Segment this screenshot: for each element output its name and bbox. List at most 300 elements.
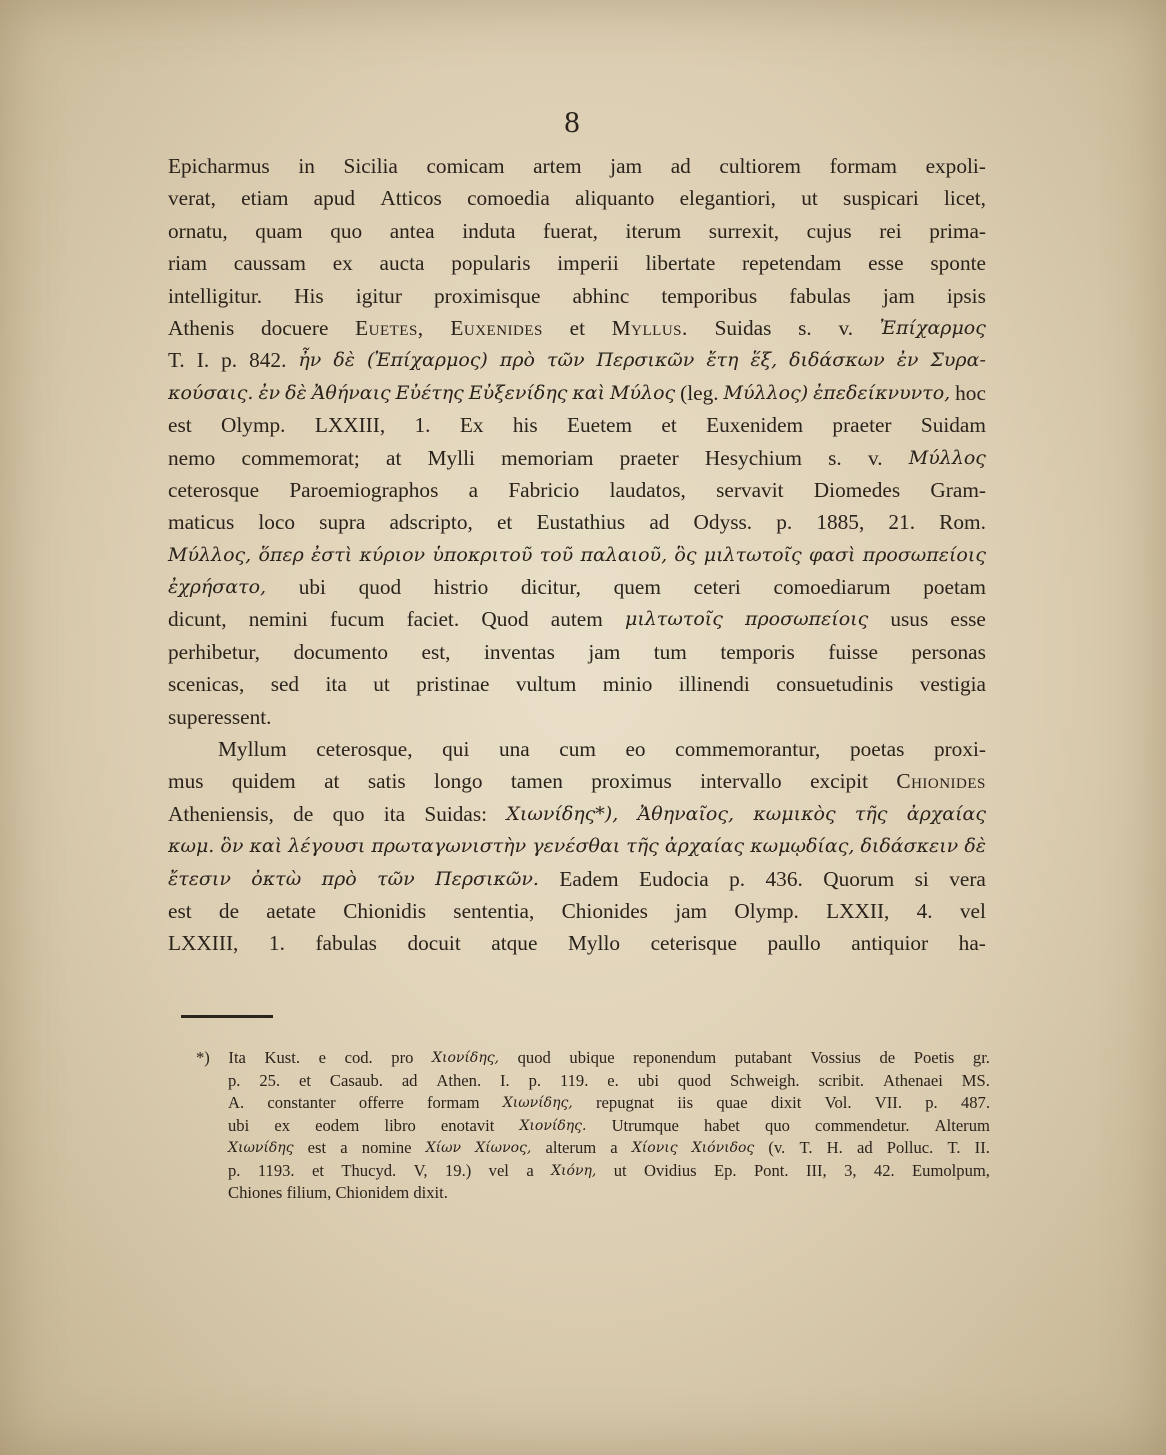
word: excipit bbox=[810, 769, 869, 794]
word: intervallo bbox=[700, 769, 782, 794]
word: T. bbox=[947, 1138, 961, 1157]
word: comicam bbox=[426, 154, 505, 178]
word: Eustathius bbox=[536, 510, 626, 535]
word: intelligitur. bbox=[168, 283, 263, 308]
word: Odyss. bbox=[693, 510, 753, 535]
word: eodem bbox=[315, 1115, 360, 1135]
word: Fabricio bbox=[508, 477, 580, 502]
word: esse bbox=[950, 607, 986, 632]
word: Casaub. bbox=[329, 1070, 383, 1090]
word: e bbox=[318, 1048, 326, 1067]
word: Euetem bbox=[567, 413, 633, 438]
word: quo bbox=[330, 218, 363, 243]
word: Alterum bbox=[934, 1115, 990, 1135]
word: et bbox=[661, 413, 677, 438]
word: docuere bbox=[261, 315, 329, 340]
word: Thucyd. bbox=[341, 1160, 397, 1180]
word: satis bbox=[367, 769, 406, 794]
word: Eumolpum, bbox=[912, 1160, 990, 1180]
word: et bbox=[569, 315, 585, 340]
word: cujus bbox=[806, 218, 852, 243]
word: ἔτη bbox=[706, 349, 739, 372]
word: δὲ bbox=[285, 381, 307, 404]
word: praeter bbox=[832, 413, 892, 438]
word: τῶν bbox=[546, 349, 585, 372]
text-line bbox=[168, 765, 986, 797]
word: κούσαις. bbox=[168, 381, 254, 404]
word: rei bbox=[879, 218, 902, 243]
footnote-line bbox=[196, 1070, 990, 1093]
word: δὲ bbox=[333, 349, 355, 372]
text-line bbox=[168, 506, 986, 538]
main-text bbox=[168, 150, 986, 960]
word: usus bbox=[890, 607, 929, 632]
footnote-line bbox=[196, 1137, 990, 1160]
word: induta bbox=[462, 218, 516, 243]
word: abhinc bbox=[572, 283, 630, 308]
word: pristinae bbox=[416, 672, 490, 697]
word: poetas bbox=[849, 737, 905, 762]
word: faciet. bbox=[406, 607, 460, 632]
word: cod. bbox=[344, 1048, 373, 1067]
word: aliquanto bbox=[575, 186, 655, 211]
word: ceterosque, bbox=[316, 737, 413, 762]
word: eo bbox=[625, 737, 646, 762]
word: una bbox=[498, 737, 530, 762]
word: Vol. bbox=[824, 1093, 852, 1112]
word: ubi bbox=[298, 575, 326, 600]
word: Eadem bbox=[559, 866, 619, 891]
word: atque bbox=[491, 931, 538, 956]
word: Chionides bbox=[561, 898, 648, 923]
word: cum bbox=[559, 737, 596, 762]
word: ut bbox=[801, 186, 818, 211]
word: p. bbox=[925, 1093, 938, 1112]
word: praeter bbox=[619, 445, 679, 470]
word: ὅπερ bbox=[258, 543, 304, 566]
word: fucum bbox=[330, 607, 385, 632]
word: elegantiori, bbox=[679, 186, 776, 211]
word: est bbox=[307, 1138, 327, 1157]
word: καὶ bbox=[249, 835, 283, 858]
word: VII. bbox=[874, 1093, 902, 1112]
word: κωμ. bbox=[168, 835, 215, 858]
word: Diomedes bbox=[813, 477, 901, 502]
word: v. bbox=[838, 315, 854, 340]
word: ceterosque bbox=[168, 477, 260, 502]
word: V, bbox=[413, 1160, 428, 1180]
word: alterum bbox=[545, 1138, 597, 1157]
word: Myllus. bbox=[611, 315, 688, 340]
word: 1. bbox=[414, 413, 431, 438]
word: dixit bbox=[770, 1093, 802, 1112]
word: ex bbox=[274, 1115, 290, 1135]
text-line bbox=[168, 215, 986, 247]
text-line bbox=[168, 571, 986, 603]
word: p. bbox=[776, 510, 793, 535]
word: at bbox=[324, 769, 340, 794]
text-line bbox=[168, 344, 986, 376]
footnote-line bbox=[196, 1182, 990, 1205]
word: 42. bbox=[873, 1160, 895, 1180]
word: τῆς bbox=[626, 835, 659, 858]
word: etiam bbox=[241, 186, 289, 211]
text-line bbox=[168, 409, 986, 441]
word: in bbox=[298, 154, 315, 178]
word: Ex bbox=[459, 413, 484, 438]
word: Quorum bbox=[823, 866, 895, 891]
word: τῶν bbox=[377, 867, 415, 890]
word: hoc bbox=[955, 380, 986, 405]
text-line bbox=[168, 442, 986, 474]
word: LXXIII, bbox=[314, 413, 386, 438]
word: Athen. bbox=[436, 1070, 482, 1090]
word: Chionidem bbox=[335, 1183, 410, 1202]
word: s. bbox=[828, 445, 842, 470]
text-line bbox=[168, 798, 986, 830]
word: proxi- bbox=[933, 737, 986, 762]
text-line bbox=[168, 895, 986, 927]
text-line bbox=[168, 701, 986, 733]
text-line bbox=[168, 182, 986, 214]
word: Myllo bbox=[567, 931, 621, 956]
word: Utrumque bbox=[611, 1115, 679, 1135]
word: Ἐπίχαρμος bbox=[879, 316, 986, 339]
word: est, bbox=[421, 639, 451, 664]
word: at bbox=[386, 445, 402, 470]
word: ad bbox=[649, 510, 670, 535]
word: p. bbox=[528, 1070, 542, 1090]
word: Hesychium bbox=[704, 445, 802, 470]
word: vel bbox=[488, 1160, 509, 1180]
word: vultum bbox=[515, 672, 577, 697]
footnote-line bbox=[196, 1092, 990, 1115]
word: 119. bbox=[559, 1070, 589, 1090]
word: iterum bbox=[625, 218, 682, 243]
word: II. bbox=[974, 1138, 990, 1157]
word: ad bbox=[401, 1070, 418, 1090]
word: ha- bbox=[958, 931, 986, 956]
word: Περσικῶν. bbox=[435, 867, 539, 890]
word: imperii bbox=[557, 251, 619, 276]
word: Epicharmus bbox=[168, 154, 270, 178]
word: qui bbox=[442, 737, 470, 762]
word: 19.) bbox=[444, 1160, 472, 1180]
word: ex bbox=[332, 251, 353, 276]
word: ita bbox=[383, 801, 406, 826]
word: habet bbox=[703, 1115, 740, 1135]
word: tum bbox=[653, 639, 687, 664]
word: Χίων bbox=[425, 1140, 462, 1156]
word: quae bbox=[716, 1093, 748, 1112]
footnote-line bbox=[196, 1047, 990, 1070]
word: ὑποκριτοῦ bbox=[432, 543, 533, 566]
word: Olymp. bbox=[734, 898, 799, 923]
word: Συρα- bbox=[930, 349, 986, 372]
word: λέγουσι bbox=[288, 835, 366, 858]
word: p. bbox=[729, 866, 746, 891]
word: autem bbox=[550, 607, 603, 632]
word: esse bbox=[868, 251, 904, 276]
word: repugnat bbox=[596, 1093, 655, 1112]
word: T. bbox=[168, 348, 185, 373]
word: Χιωνίδης, bbox=[502, 1095, 573, 1111]
word: Ep. bbox=[713, 1160, 737, 1180]
word: μιλτωτοῖς bbox=[624, 608, 723, 631]
word: H. bbox=[826, 1138, 843, 1157]
word: de bbox=[293, 801, 314, 826]
word: τῆς bbox=[854, 802, 888, 825]
word: ἕξ, bbox=[750, 349, 778, 372]
footnote bbox=[196, 1047, 990, 1205]
word: libro bbox=[384, 1115, 416, 1135]
word: MS. bbox=[961, 1070, 990, 1090]
word: si bbox=[914, 866, 929, 891]
word: proximisque bbox=[433, 283, 541, 308]
word: quod bbox=[358, 575, 402, 600]
word: vestigia bbox=[919, 672, 986, 697]
word: 1885, bbox=[816, 510, 865, 535]
word: Chiones bbox=[228, 1183, 283, 1202]
footnote-line bbox=[196, 1115, 990, 1138]
word: putabant bbox=[734, 1048, 792, 1067]
word: expoli- bbox=[925, 154, 986, 178]
word: Polluc. bbox=[886, 1138, 934, 1157]
word: enotavit bbox=[440, 1115, 495, 1135]
word: Kust. bbox=[264, 1048, 301, 1067]
text-line bbox=[168, 377, 986, 409]
word: sed bbox=[270, 672, 300, 697]
word: antea bbox=[389, 218, 435, 243]
word: scenicas, bbox=[168, 672, 245, 697]
word: igitur bbox=[355, 283, 402, 308]
word: 487. bbox=[960, 1093, 990, 1112]
word: vera bbox=[949, 866, 986, 891]
word: s. bbox=[798, 315, 812, 340]
word: Pont. bbox=[753, 1160, 789, 1180]
word: popularis bbox=[451, 251, 531, 276]
word: τοῦ bbox=[539, 543, 574, 566]
word: His bbox=[294, 283, 324, 308]
word: perhibetur, bbox=[168, 639, 260, 664]
word: Χιωνίδης bbox=[228, 1140, 294, 1156]
word: temporibus bbox=[661, 283, 758, 308]
word: ὀκτὼ bbox=[251, 867, 302, 890]
word: constanter bbox=[267, 1093, 336, 1112]
word: Athenaei bbox=[882, 1070, 943, 1090]
word: apud bbox=[313, 186, 356, 211]
word: Ἀθηναῖος, bbox=[637, 802, 735, 825]
word: (leg. bbox=[680, 380, 719, 405]
word: Vossius bbox=[810, 1048, 861, 1067]
word: ἐν bbox=[896, 349, 919, 372]
word: jam bbox=[882, 283, 915, 308]
word: scribit. bbox=[818, 1070, 865, 1090]
word: gr. bbox=[972, 1048, 990, 1067]
word: poetam bbox=[923, 575, 986, 600]
word: κύριον bbox=[359, 543, 426, 566]
word: πρὸ bbox=[321, 867, 357, 890]
word: ἐστὶ bbox=[311, 543, 353, 566]
word: ubi bbox=[228, 1115, 250, 1135]
word: κωμῳδίας, bbox=[750, 835, 855, 858]
text-line bbox=[168, 830, 986, 862]
word: comoediarum bbox=[773, 575, 891, 600]
text-line bbox=[168, 733, 986, 765]
word: est bbox=[168, 413, 192, 438]
word: μιλτωτοῖς bbox=[703, 543, 802, 566]
word: T. bbox=[799, 1138, 813, 1157]
word: 3, bbox=[844, 1160, 857, 1180]
word: quod bbox=[677, 1070, 712, 1090]
word: φασὶ bbox=[808, 543, 856, 566]
word: his bbox=[512, 413, 538, 438]
word: a bbox=[468, 477, 479, 502]
word: a bbox=[610, 1138, 618, 1157]
word: jam bbox=[675, 898, 708, 923]
text-line bbox=[168, 474, 986, 506]
word: ἐπεδείκνυντο, bbox=[813, 381, 951, 404]
word: Quod bbox=[481, 607, 529, 632]
word: Μύλλος) bbox=[723, 381, 809, 404]
word: Χιονίδης. bbox=[519, 1117, 587, 1134]
word: caussam bbox=[233, 251, 306, 276]
word: supra bbox=[319, 510, 366, 535]
word: Ita bbox=[228, 1048, 246, 1067]
word: ἐχρήσατο, bbox=[168, 576, 267, 599]
word: Euxenides bbox=[450, 315, 543, 340]
word: quo bbox=[765, 1115, 790, 1135]
word: ὃν bbox=[220, 835, 244, 858]
word: minio bbox=[602, 672, 653, 697]
word: ἔτεσιν bbox=[168, 867, 231, 890]
word: Εὐέτης bbox=[395, 381, 464, 404]
text-line bbox=[168, 539, 986, 571]
word: Euxenidem bbox=[706, 413, 804, 438]
word: ἦν bbox=[298, 349, 322, 372]
word: quam bbox=[255, 218, 303, 243]
word: p. bbox=[228, 1070, 241, 1090]
word: superessent. bbox=[168, 704, 272, 729]
word: docuit bbox=[407, 931, 461, 956]
word: I. bbox=[196, 348, 210, 373]
word: adscripto, bbox=[389, 510, 473, 535]
word: Suidam bbox=[920, 413, 986, 438]
word: 21. bbox=[888, 510, 916, 535]
word: ipsis bbox=[946, 283, 986, 308]
word: Χίονις bbox=[631, 1140, 678, 1156]
word: Χιόνιδος bbox=[691, 1140, 755, 1156]
word: comoedia bbox=[467, 186, 550, 211]
word: a bbox=[526, 1160, 534, 1180]
word: (Ἐπίχαρμος) bbox=[366, 349, 488, 372]
word: 1. bbox=[268, 931, 285, 956]
word: ἀρχαίας bbox=[664, 835, 745, 858]
word: est bbox=[168, 898, 192, 923]
word: et bbox=[496, 510, 513, 535]
word: ἐν bbox=[258, 381, 281, 404]
word: sententia, bbox=[453, 898, 535, 923]
word: ita bbox=[325, 672, 347, 697]
word: sponte bbox=[930, 251, 986, 276]
word: jam bbox=[588, 639, 621, 664]
word: 842. bbox=[249, 348, 287, 373]
word: Schweigh. bbox=[729, 1070, 800, 1090]
word: commendetur. bbox=[815, 1115, 910, 1135]
word: aetate bbox=[266, 898, 316, 923]
word: memoriam bbox=[501, 445, 594, 470]
word: libertate bbox=[645, 251, 716, 276]
word: Suidas bbox=[714, 315, 772, 340]
word: Olymp. bbox=[221, 413, 286, 438]
word: ornatu, bbox=[168, 218, 228, 243]
word: γενέσθαι bbox=[532, 835, 621, 858]
footnote-line bbox=[196, 1160, 990, 1183]
word: prima- bbox=[929, 218, 986, 243]
word: quem bbox=[613, 575, 661, 600]
word: Mylli bbox=[427, 445, 475, 470]
word: ut bbox=[613, 1160, 627, 1180]
word: Μύλλος bbox=[908, 446, 986, 469]
word: Εὐξενίδης bbox=[468, 381, 568, 404]
word: suspicari bbox=[843, 186, 919, 211]
word: III, bbox=[805, 1160, 827, 1180]
word: paullo bbox=[767, 931, 821, 956]
word: a bbox=[340, 1138, 348, 1157]
word: Χιόνη, bbox=[551, 1162, 597, 1179]
word: διδάσκων bbox=[789, 349, 885, 372]
word: ὃς bbox=[674, 543, 697, 566]
word: fuerat, bbox=[543, 218, 598, 243]
word: formam bbox=[426, 1093, 480, 1112]
word: Χίωνος, bbox=[475, 1140, 532, 1156]
word: loco bbox=[258, 510, 296, 535]
word: illinendi bbox=[678, 672, 750, 697]
word: Suidas: bbox=[424, 801, 488, 826]
word: Euetes, bbox=[355, 315, 424, 340]
text-line bbox=[168, 280, 986, 312]
word: formam bbox=[829, 154, 897, 178]
word: p. bbox=[221, 348, 238, 373]
word: nomine bbox=[361, 1138, 412, 1157]
word: κωμικὸς bbox=[753, 802, 836, 825]
word: surrexit, bbox=[708, 218, 780, 243]
word: ubique bbox=[569, 1048, 615, 1067]
text-line bbox=[168, 247, 986, 279]
word: ceterisque bbox=[650, 931, 737, 956]
word: προσωπείοις bbox=[745, 608, 869, 631]
word: προσωπείοις bbox=[862, 543, 986, 566]
word: Ἀθήναις bbox=[311, 381, 391, 404]
word: offerre bbox=[358, 1093, 404, 1112]
word: proximus bbox=[591, 769, 672, 794]
word: longo bbox=[434, 769, 483, 794]
word: Athenis bbox=[168, 315, 235, 340]
text-line bbox=[168, 863, 986, 895]
word: πρωταγωνιστὴν bbox=[371, 835, 527, 858]
word: fabulas bbox=[789, 283, 851, 308]
word: ad bbox=[670, 154, 691, 178]
word: 4. bbox=[916, 898, 933, 923]
word: ad bbox=[856, 1138, 873, 1157]
word: 436. bbox=[765, 866, 803, 891]
word: Eudocia bbox=[638, 866, 709, 891]
text-line bbox=[168, 150, 986, 182]
word: nemini bbox=[248, 607, 308, 632]
word: dixit. bbox=[413, 1183, 448, 1202]
word: commemorat; bbox=[241, 445, 360, 470]
word: Poetis bbox=[913, 1048, 955, 1067]
